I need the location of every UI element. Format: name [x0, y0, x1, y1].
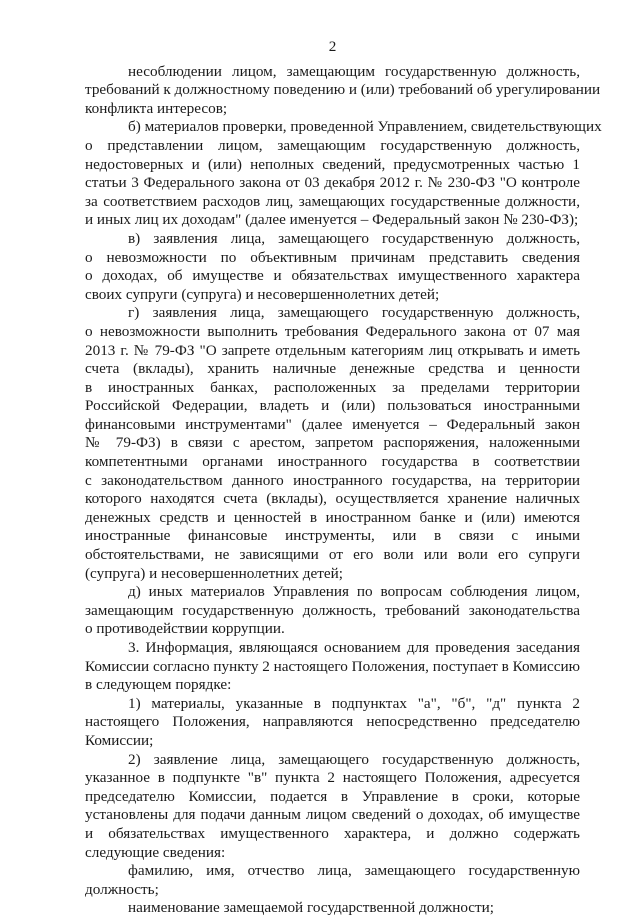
text-line: статьи 3 Федерального закона от 03 декабря 2012 г. № 230-ФЗ "О контроле	[85, 174, 580, 192]
text-line: за соответствием расходов лиц, замещающих государственные должности,	[85, 192, 580, 210]
document-body	[85, 62, 602, 918]
text-line: с законодательством данного иностранного государства, на территории	[85, 471, 580, 489]
text-line: которого находятся счета (вклады), осуществляется хранение наличных	[85, 490, 580, 508]
text-line: настоящего Положения, направляются непосредственно председателю	[85, 713, 580, 731]
text-line: о невозможности по объективным причинам представить сведения	[85, 248, 580, 266]
text-line: счета (вклады), хранить наличные денежные средства и ценности	[85, 360, 580, 378]
text-line: б) материалов проверки, проведенной Управлением, свидетельствующих	[128, 118, 602, 136]
text-line: о противодействии коррупции.	[85, 620, 285, 638]
text-line: установлены для подачи данным лицом сведений о доходах, об имуществе	[85, 806, 580, 824]
text-line: Комиссии согласно пункту 2 настоящего Положения, поступает в Комиссию	[85, 657, 580, 675]
text-line: и обязательствах имущественного характера, и должно содержать	[85, 824, 580, 842]
text-line: 2013 г. № 79-ФЗ "О запрете отдельным категориям лиц открывать и иметь	[85, 341, 580, 359]
text-line: фамилию, имя, отчество лица, замещающего государственную	[128, 862, 580, 880]
text-line: о невозможности выполнить требования Федерального закона от 07 мая	[85, 322, 580, 340]
text-line: (супруга) и несовершеннолетних детей;	[85, 564, 343, 582]
text-line: г) заявления лица, замещающего государственную должность,	[128, 304, 580, 322]
text-line: в иностранных банках, расположенных за пределами территории	[85, 378, 580, 396]
text-line: денежных средств и ценностей в иностранном банке и (или) имеются	[85, 508, 580, 526]
text-line: № 79-ФЗ) в связи с арестом, запретом распоряжения, наложенными	[85, 434, 580, 452]
text-line: 1) материалы, указанные в подпунктах "а", "б", "д" пункта 2	[128, 694, 580, 712]
text-line: должность;	[85, 880, 159, 898]
text-line: председателю Комиссии, подается в Управление в сроки, которые	[85, 787, 580, 805]
text-line: иностранные финансовые инструменты, или в связи с иными	[85, 527, 580, 545]
text-line: финансовыми инструментами" (далее именуется – Федеральный закон	[85, 415, 580, 433]
text-line: недостоверных и (или) неполных сведений, предусмотренных частью 1	[85, 155, 580, 173]
text-line: д) иных материалов Управления по вопросам соблюдения лицом,	[128, 583, 580, 601]
text-line: 3. Информация, являющаяся основанием для проведения заседания	[128, 639, 580, 656]
text-line: следующие сведения:	[85, 843, 226, 861]
text-line: своих супруги (супруга) и несовершеннолетних детей;	[85, 285, 440, 303]
text-line: о доходах, об имуществе и обязательствах имущественного характера	[85, 267, 580, 285]
text-line: 2) заявление лица, замещающего государственную должность,	[128, 750, 580, 768]
text-line: в) заявления лица, замещающего государственную должность,	[128, 229, 580, 247]
text-line: наименование замещаемой государственной должности;	[128, 899, 495, 917]
text-line: в следующем порядке:	[85, 676, 232, 694]
text-line: требований к должностному поведению и (или) требований об урегулировании	[85, 81, 601, 99]
text-line: о представлении лицом, замещающим государственную должность,	[85, 136, 580, 154]
text-line: несоблюдении лицом, замещающим государственную должность,	[128, 62, 580, 80]
text-line: Комиссии;	[85, 731, 154, 749]
text-line: компетентными органами иностранного государства в соответствии	[85, 453, 580, 471]
text-line: замещающим государственную должность, требований законодательства	[85, 601, 580, 619]
text-line: Российской Федерации, владеть и (или) пользоваться иностранными	[85, 397, 580, 415]
page-number: 2	[328, 38, 337, 55]
text-line: конфликта интересов;	[85, 99, 228, 117]
text-line: обстоятельствами, не зависящими от его воли или воли его супруги	[85, 546, 580, 564]
text-line: и иных лиц их доходам" (далее именуется – Федеральный закон № 230-ФЗ);	[85, 211, 579, 229]
text-line: указанное в подпункте "в" пункта 2 настоящего Положения, адресуется	[85, 769, 580, 787]
